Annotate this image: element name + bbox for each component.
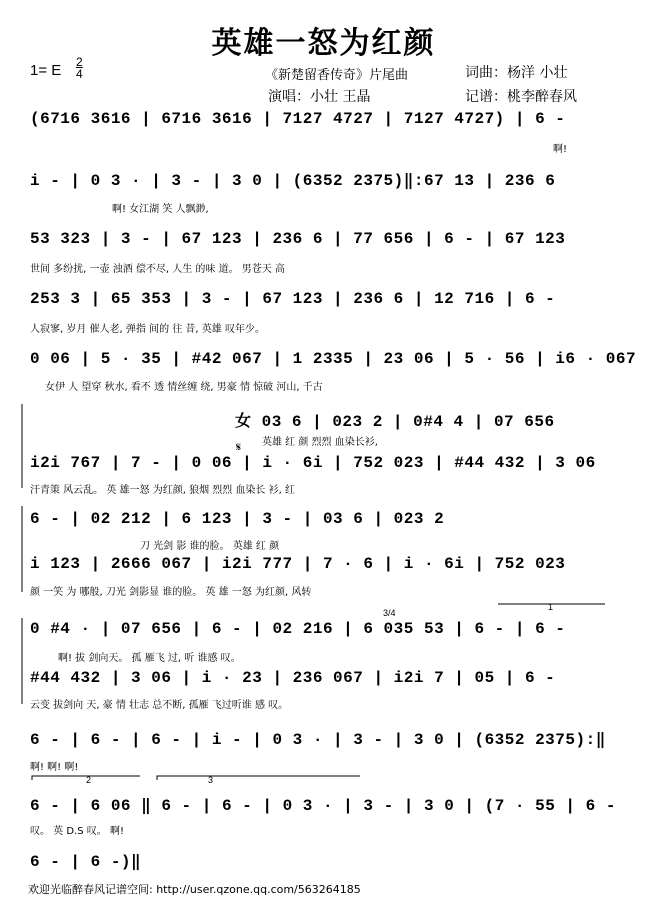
score-row-6-lower: i2i 767 | 7 - | 0 06 | i · 6i | 752 023 | #44 432 | 3 06 [30, 454, 596, 472]
score-row-2: i - | 0 3 · | 3 - | 3 0 | (6352 2375)‖:67 13 | 236 6 [30, 172, 556, 190]
lyrics-row-7-lower: 颜 一笑 为 哪般, 刀光 剑影显 谁的脸。 英 雄 一怒 为红颜, 风转 [30, 587, 312, 598]
volta-3-line [157, 776, 360, 780]
score-row-7-upper: 6 - | 02 212 | 6 123 | 3 - | 03 6 | 023 2 [30, 510, 445, 528]
meter-change: 3/4 [383, 608, 396, 618]
volta-3-label: 3 [208, 775, 214, 785]
volta-2-label: 2 [86, 775, 92, 785]
lyrics-row-5: 女伊 人 望穿 秋水, 看不 透 情丝缠 绕, 男豪 情 惊破 河山, 千古 [45, 382, 323, 393]
time-signature-bottom: 4 [76, 67, 83, 81]
score-row-6-upper: 女 03 6 | 023 2 | 0#4 4 | 07 656 [235, 413, 555, 431]
lyrics-row-8-lower: 云变 拔剑向 天, 豪 情 壮志 总不断, 孤雁 飞过听谁 感 叹。 [30, 700, 289, 711]
score-row-7-lower: i 123 | 2666 067 | i2i 777 | 7 · 6 | i · 6i | 752 023 [30, 555, 566, 573]
lyrics-row-8-upper: 啊! 拔 剑向天。 孤 雁飞 过, 听 谁感 叹。 [58, 653, 241, 664]
lyrics-row-6-lower: 汗青策 风云乱。 英 雄一怒 为红颜, 狼烟 烈烈 血染长 衫, 红 [30, 485, 295, 496]
song-title: 英雄一怒为红颜 [211, 26, 436, 61]
score-row-10: 6 - | 6 06 ‖ 6 - | 6 - | 0 3 · | 3 - | 3 0 | (7 · 55 | 6 - [30, 797, 616, 815]
score-row-3: 53 323 | 3 - | 67 123 | 236 6 | 77 656 | 6 - | 67 123 [30, 230, 566, 248]
lyrics-row-9: 啊! 啊! 啊! [30, 762, 79, 773]
score-row-1: (6716 3616 | 6716 3616 | 7127 4727 | 7127 4727) | 6 - [30, 110, 566, 128]
lyrics-row-3: 世间 多纷扰, 一壶 浊酒 偿不尽, 人生 的味 道。 男苍天 高 [30, 264, 285, 275]
score-row-8-upper: 0 #4 · | 07 656 | 6 - | 02 216 | 6 035 53 | 6 - | 6 - [30, 620, 566, 638]
score-row-9: 6 - | 6 - | 6 - | i - | 0 3 · | 3 - | 3 0 | (6352 2375):‖ [30, 731, 606, 749]
score-row-11: 6 - | 6 -)‖ [30, 853, 142, 871]
key-signature: 1= E [30, 62, 62, 79]
footer-link[interactable]: 欢迎光临醉春风记谱空间: http://user.qzone.qq.com/563264185 [28, 883, 361, 896]
credit-notation: 记谱：桃李醉春风 [465, 89, 577, 105]
song-subtitle: 《新楚留香传奇》片尾曲 [265, 68, 409, 83]
score-row-5: 0 06 | 5 · 35 | #42 067 | 1 2335 | 23 06 | 5 · 56 | i6 · 067 [30, 350, 637, 368]
time-signature-top: 2 [76, 55, 83, 69]
credit-lyrics-music: 词曲：杨洋 小壮 [465, 65, 568, 81]
score-row-4: 253 3 | 65 353 | 3 - | 67 123 | 236 6 | 12 716 | 6 - [30, 290, 556, 308]
lyrics-row-6-upper: 英雄 红 颜 烈烈 血染长衫, [262, 437, 378, 448]
lyrics-row-4: 人寂寥, 岁月 催人老, 弹指 间的 往 昔, 英雄 叹年少。 [30, 324, 265, 335]
lyrics-row-10: 叹。 英 D.S 叹。 啊! [30, 826, 124, 837]
volta-1-label: 1 [548, 602, 554, 612]
credit-singers: 演唱：小壮 王晶 [268, 89, 371, 105]
segno-mark: 𝄋 [236, 440, 242, 454]
lyrics-row-2: 啊! 女江湖 笑 人飘渺, [112, 204, 209, 215]
score-row-8-lower: #44 432 | 3 06 | i · 23 | 236 067 | i2i 7 | 05 | 6 - [30, 669, 556, 687]
volta-2-line [32, 776, 140, 780]
lyrics-row-7-upper: 刀 光剑 影 谁的脸。 英雄 红 颜 [140, 541, 280, 552]
lyrics-row-1: 啊! [553, 144, 568, 155]
